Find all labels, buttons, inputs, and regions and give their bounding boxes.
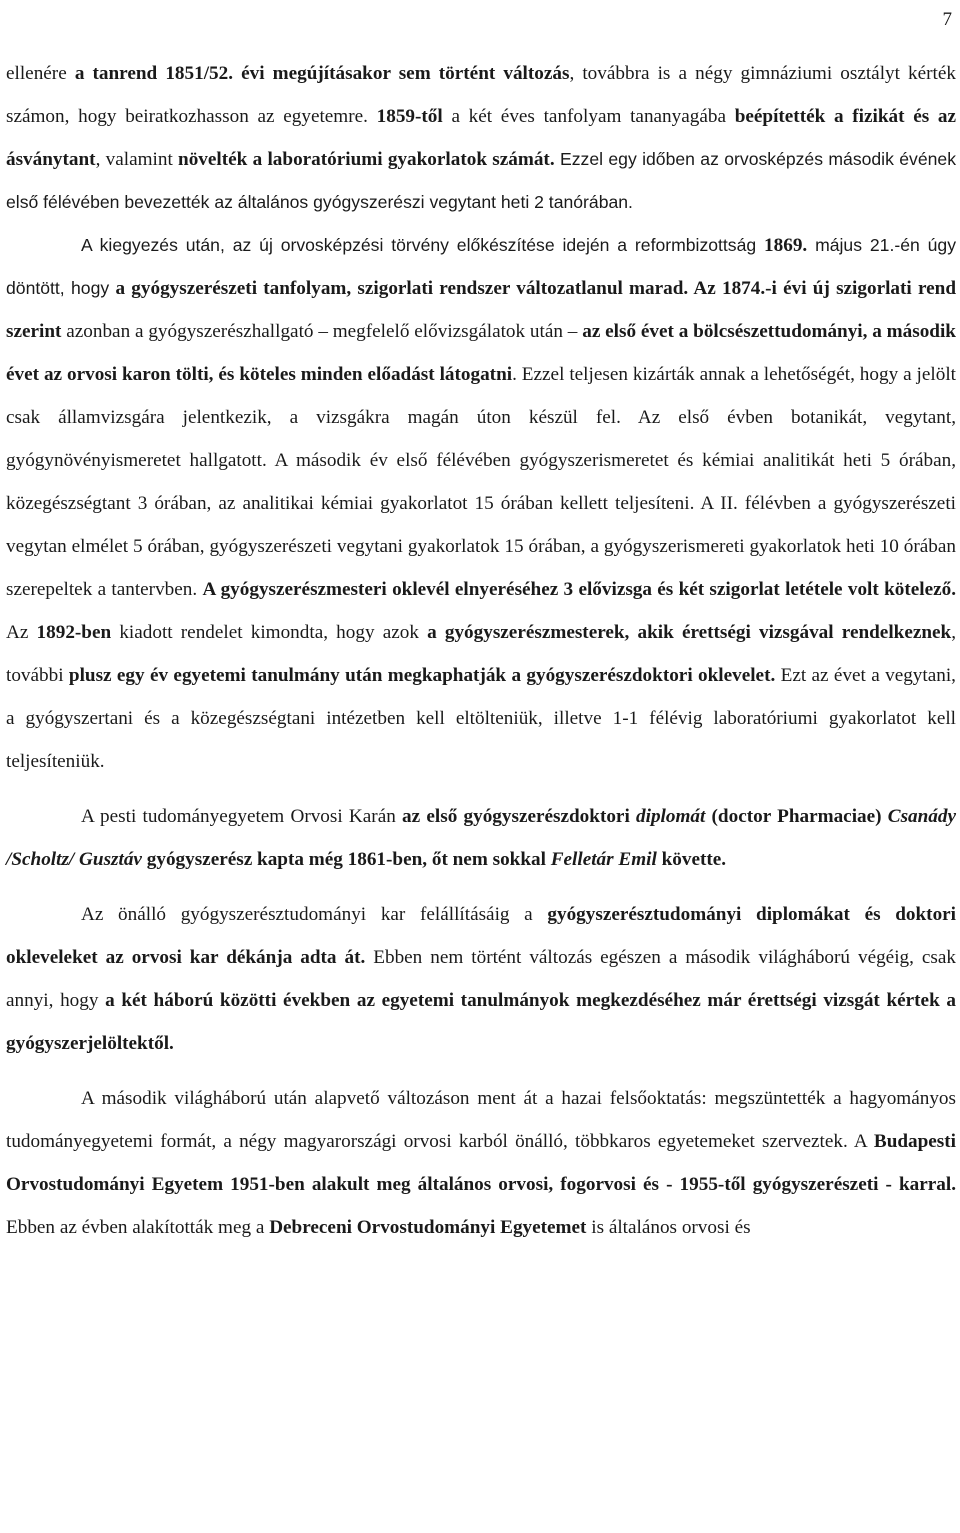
text-run: ellenére xyxy=(6,63,75,84)
text-run: május 21.-én úgy döntött, hogy xyxy=(6,235,956,298)
text-run: 1869. xyxy=(764,235,808,256)
text-run: Felletár Emil xyxy=(550,849,657,870)
body-text xyxy=(6,52,956,1249)
text-run: Az xyxy=(6,622,37,643)
text-run: azonban a gyógyszerészhallgató – megfelelő elővizsgálatok után – xyxy=(61,321,583,342)
text-run: a gyógyszerészmesterek, akik érettségi vizsgával rendelkeznek xyxy=(427,622,952,643)
paragraph-2 xyxy=(6,224,956,783)
text-run: -i évi új szigorlati rend szerint xyxy=(6,278,956,342)
text-run: kiadott rendelet kimondta, hogy azok xyxy=(111,622,428,643)
paragraph-5 xyxy=(6,1077,956,1249)
text-run: A második világháború után alapvető változáson ment át a hazai felsőoktatás: megszüntették a hagyományos tudományegyetemi formát, a négy magyarországi orvosi karból önálló, többkaros egyetemeket szerveztek. A xyxy=(6,1088,956,1152)
page-number: 7 xyxy=(942,9,952,30)
paragraph-4 xyxy=(6,893,956,1065)
text-run: . Ezzel teljesen kizárták annak a lehetőségét, hogy a jelölt csak államvizsgára jelentkezik, a vizsgákra magán úton készül fel. Az első évben botanikát, vegytant, gyógynövényismeretet hallgatott. A második év első félévében gyógyszerismeretet és kémiai analitikát heti 5 órában, közegészségtant 3 órában, az analitikai kémiai gyakorlatot 15 órában kellett teljesíteni. A II. félévben a gyógyszerészeti vegytan elmélet 5 órában, gyógyszerészeti vegytani gyakorlatok 15 órában, a gyógyszerismereti gyakorlatok heti 10 órában szerepeltek a tantervben. xyxy=(6,364,956,600)
text-run: Ezt az évet a vegytani, a gyógyszertani és a közegészségtani intézetben kell eltölteniük, illetve 1-1 félévig laboratóriumi gyakorlatot kell teljesíteniük. xyxy=(6,665,956,772)
text-run: Ebben nem történt változás egészen a második világháború végéig, csak annyi, hogy xyxy=(6,947,956,1011)
text-run: növelték a laboratóriumi gyakorlatok számát. xyxy=(178,149,555,170)
text-run: diplomát xyxy=(636,806,706,827)
text-run: A gyógyszerészmesteri oklevél elnyeréséhez 3 elővizsga és két szigorlat letétele volt kötelező. xyxy=(202,579,956,600)
text-run: is általános orvosi és xyxy=(586,1217,751,1238)
text-run: Csanády /Scholtz/ Gusztáv xyxy=(6,806,956,870)
text-run: plusz egy év egyetemi tanulmány után megkaphatják a gyógyszerészdoktori oklevelet. xyxy=(68,665,776,686)
text-run: A kiegyezés után, az új orvosképzési törvény előkészítése idején a reformbizottság xyxy=(81,235,765,255)
text-run: , továbbra is a négy gimnáziumi osztályt kérték számon, hogy beiratkozhasson az egyetemre. xyxy=(6,63,956,127)
text-run: az első gyógyszerészdoktori xyxy=(402,806,637,827)
text-run: Debreceni Orvostudományi Egyetemet xyxy=(269,1217,587,1238)
text-run: a gyógyszerészeti tanfolyam, szigorlati rendszer változatlanul marad. Az 1874. xyxy=(115,278,766,299)
text-run: az első évet a bölcsészettudományi, a második évet az orvosi karon tölti, és köteles minden előadást látogatni xyxy=(6,321,956,385)
text-run: Az önálló gyógyszerésztudományi kar felállításáig a xyxy=(81,904,548,925)
text-run: , valamint xyxy=(95,149,179,170)
text-run: 1859-től xyxy=(376,106,443,127)
text-run: Budapesti Orvostudományi Egyetem 1951-ben alakult meg általános orvosi, fogorvosi és - 1955-től gyógyszerészeti - karral. xyxy=(6,1131,956,1195)
text-run: beépítették a fizikát és az ásványtant xyxy=(6,106,956,170)
text-run: a tanrend 1851/52. évi megújításakor sem történt változás xyxy=(74,63,570,84)
text-run: , további xyxy=(6,622,957,686)
text-run: gyógyszerésztudományi diplomákat és doktori okleveleket az orvosi kar dékánja adta át. xyxy=(6,904,957,968)
paragraph-1 xyxy=(6,52,956,224)
text-run: A pesti tudományegyetem Orvosi Karán xyxy=(81,806,403,827)
text-run: 1892-ben xyxy=(36,622,112,643)
text-run: a két éves tanfolyam tananyagába xyxy=(442,106,735,127)
text-run: Ebben az évben alakították meg a xyxy=(6,1217,270,1238)
text-run: követte. xyxy=(656,849,727,870)
text-run: gyógyszerész kapta még 1861-ben, őt nem sokkal xyxy=(141,849,551,870)
text-run: Ezzel egy időben az orvosképzés második évének első félévében bevezették az általános gyógyszerészi vegytant heti 2 tanórában. xyxy=(6,149,956,212)
text-run: (doctor Pharmaciae) xyxy=(705,806,888,827)
paragraph-3 xyxy=(6,795,956,881)
text-run: a két háború közötti években az egyetemi tanulmányok megkezdéséhez már érettségi vizsgát kértek a gyógyszerjelöltektől. xyxy=(6,990,956,1054)
